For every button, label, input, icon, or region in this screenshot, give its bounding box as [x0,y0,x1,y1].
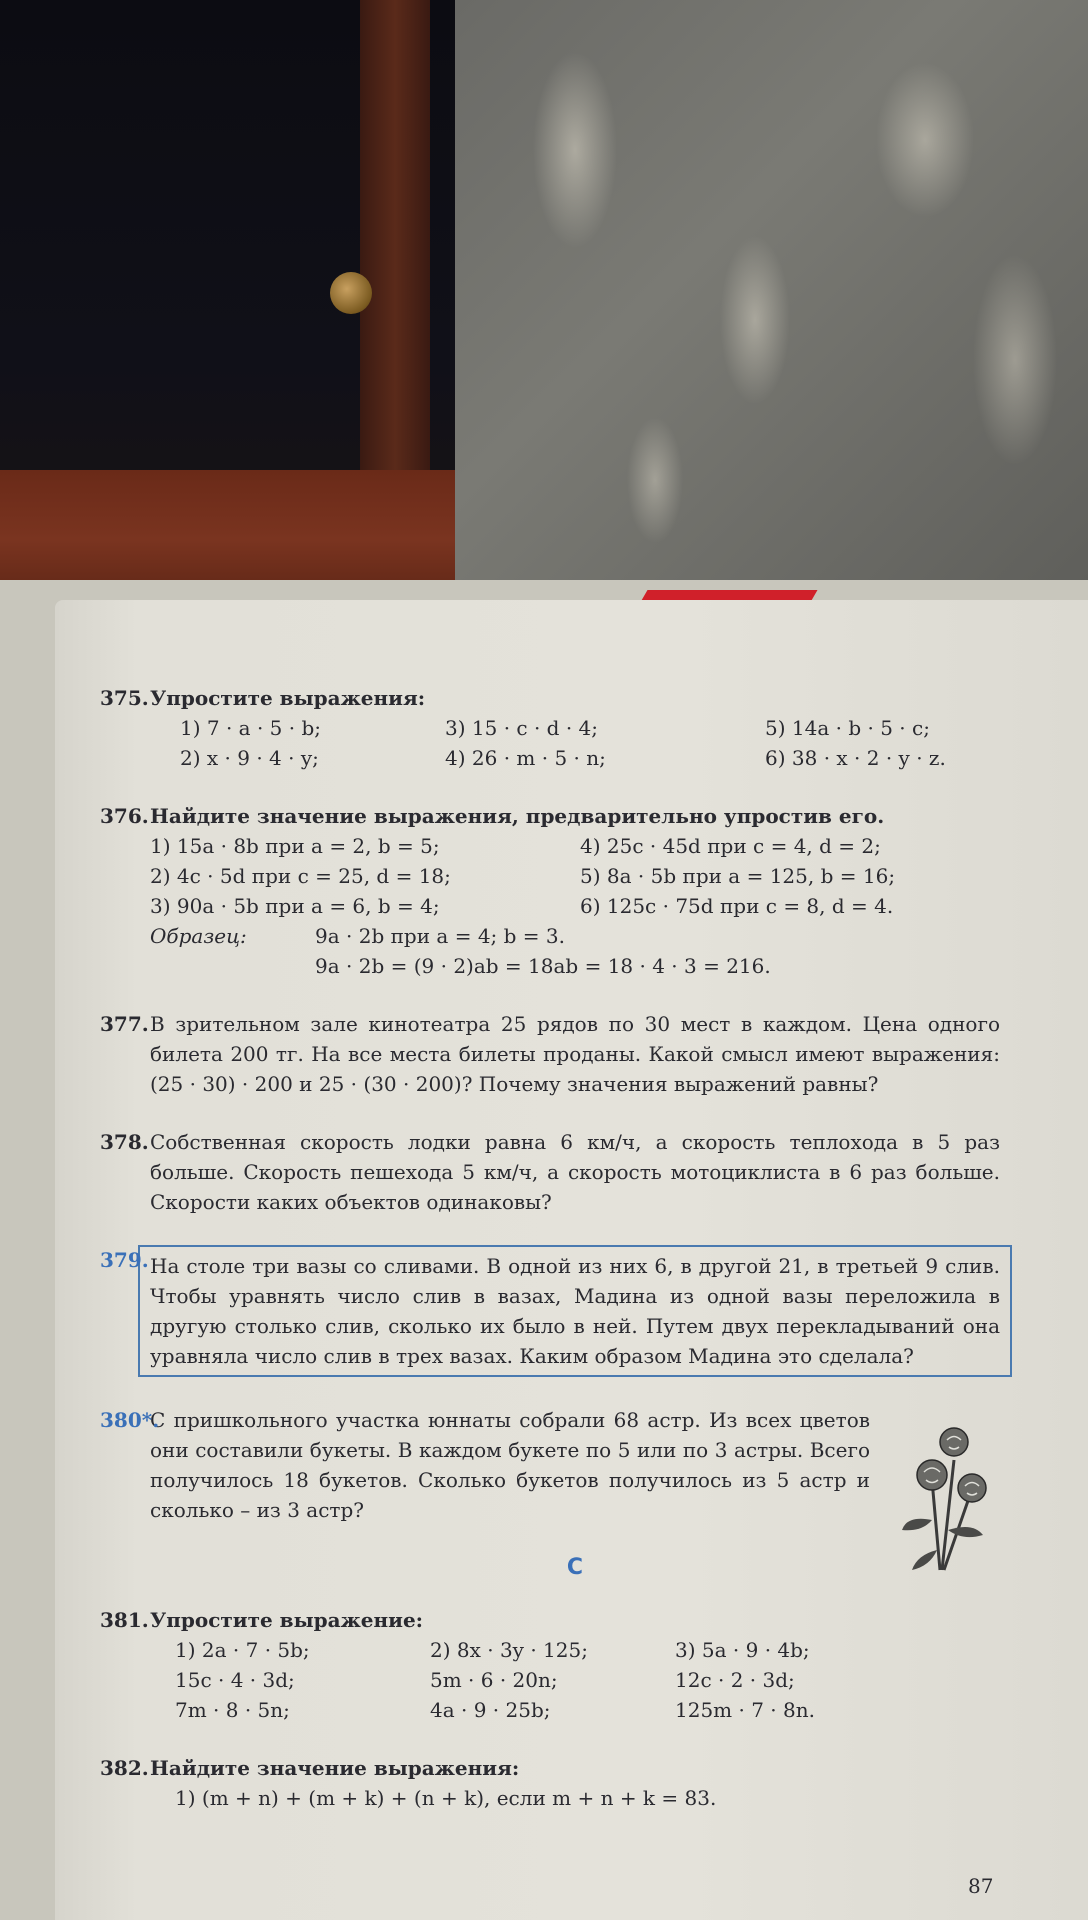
task-title: Упростите выражение: [150,1608,424,1632]
task-number: 381. [100,1608,149,1632]
task-item: 1) 2a · 7 · 5b; [175,1638,310,1662]
task-377 [100,1009,1000,1099]
task-text: В зрительном зале кинотеатра 25 рядов по 30 мест в каждом. Цена одного билета 200 тг. На все места билеты проданы. Какой смысл имеют выражения: (25 · 30) · 200 и 25 · (30 · 200)? Почему значения выражений равны? [150,1012,1000,1096]
task-item: 3) 15 · c · d · 4; [445,716,599,740]
task-items [150,831,1000,921]
task-375 [100,683,1000,773]
task-number: 375. [100,686,149,710]
task-381 [100,1605,1000,1725]
task-item: 2) 4c · 5d при c = 25, d = 18; [150,864,451,888]
task-number: 379. [100,1248,149,1272]
task-item: 12c · 2 · 3d; [675,1668,795,1692]
patterned-wallpaper [455,0,1088,610]
task-title: Найдите значение выражения, предварительно упростив его. [150,804,885,828]
sample-label: Образец: [150,924,247,948]
task-number: 380*. [100,1408,160,1432]
section-heading: C [566,1555,584,1580]
task-title: Упростите выражения: [150,686,426,710]
task-item: 6) 125c · 75d при c = 8, d = 4. [580,894,894,918]
task-376 [100,801,1000,981]
task-item: 4) 25c · 45d при c = 4, d = 2; [580,834,881,858]
sample-line: 9a · 2b = (9 · 2)ab = 18ab = 18 · 4 · 3 = 216. [315,954,771,978]
task-item: 4) 26 · m · 5 · n; [445,746,606,770]
sample-line: 9a · 2b при a = 4; b = 3. [315,924,565,948]
cabinet-knob [330,272,372,314]
task-item: 125m · 7 · 8n. [675,1698,815,1722]
task-item: 1) 15a · 8b при a = 2, b = 5; [150,834,440,858]
aster-bouquet-illustration [892,1420,992,1580]
task-item: 6) 38 · x · 2 · y · z. [765,746,946,770]
task-item: 5) 8a · 5b при a = 125, b = 16; [580,864,896,888]
task-item: 3) 90a · 5b при a = 6, b = 4; [150,894,440,918]
sample-block [150,921,1000,981]
task-item: 15c · 4 · 3d; [175,1668,295,1692]
column [175,1635,430,1725]
task-380 [100,1405,870,1525]
page-content [100,683,1000,1813]
task-item: 2) 8x · 3y · 125; [430,1638,588,1662]
task-items [180,713,1000,773]
task-text: С пришкольного участка юннаты собрали 68 астр. Из всех цветов они составили букеты. В каждом букете по 5 или по 3 астры. Всего получилось 18 букетов. Сколько букетов получилось из 5 астр и сколько – из 3 астр? [150,1408,870,1522]
task-item: 7m · 8 · 5n; [175,1698,290,1722]
task-378 [100,1127,1000,1217]
task-item: 3) 5a · 9 · 4b; [675,1638,810,1662]
task-number: 378. [100,1130,149,1154]
task-379 [100,1245,1000,1377]
task-item: 5) 14a · b · 5 · c; [765,716,930,740]
task-item: 1) 7 · a · 5 · b; [180,716,322,740]
task-text: Собственная скорость лодки равна 6 км/ч, а скорость теплохода в 5 раз больше. Скорость пешехода 5 км/ч, а скорость мотоциклиста в 6 раз больше. Скорости каких объектов одинаковы? [150,1130,1000,1214]
task-columns [175,1635,1000,1725]
task-item: 5m · 6 · 20n; [430,1668,558,1692]
task-382 [100,1753,1000,1813]
page-number: 87 [968,1874,994,1898]
task-number: 377. [100,1012,149,1036]
task-title: Найдите значение выражения: [150,1756,520,1780]
column [430,1635,675,1725]
column [675,1635,875,1725]
task-item: 2) x · 9 · 4 · y; [180,746,319,770]
task-number: 382. [100,1756,149,1780]
task-text-boxed: На столе три вазы со сливами. В одной из них 6, в другой 21, в третьей 9 слив. Чтобы уравнять число слив в вазах, Мадина из одной вазы переложила в другую столько слив, сколько их было в ней. Путем двух перекладываний она уравняла число слив в трех вазах. Каким образом Мадина это сделала? [138,1245,1012,1377]
task-item: 1) (m + n) + (m + k) + (n + k), если m + n + k = 83. [175,1786,717,1810]
task-number: 376. [100,804,149,828]
task-item: 4a · 9 · 25b; [430,1698,551,1722]
